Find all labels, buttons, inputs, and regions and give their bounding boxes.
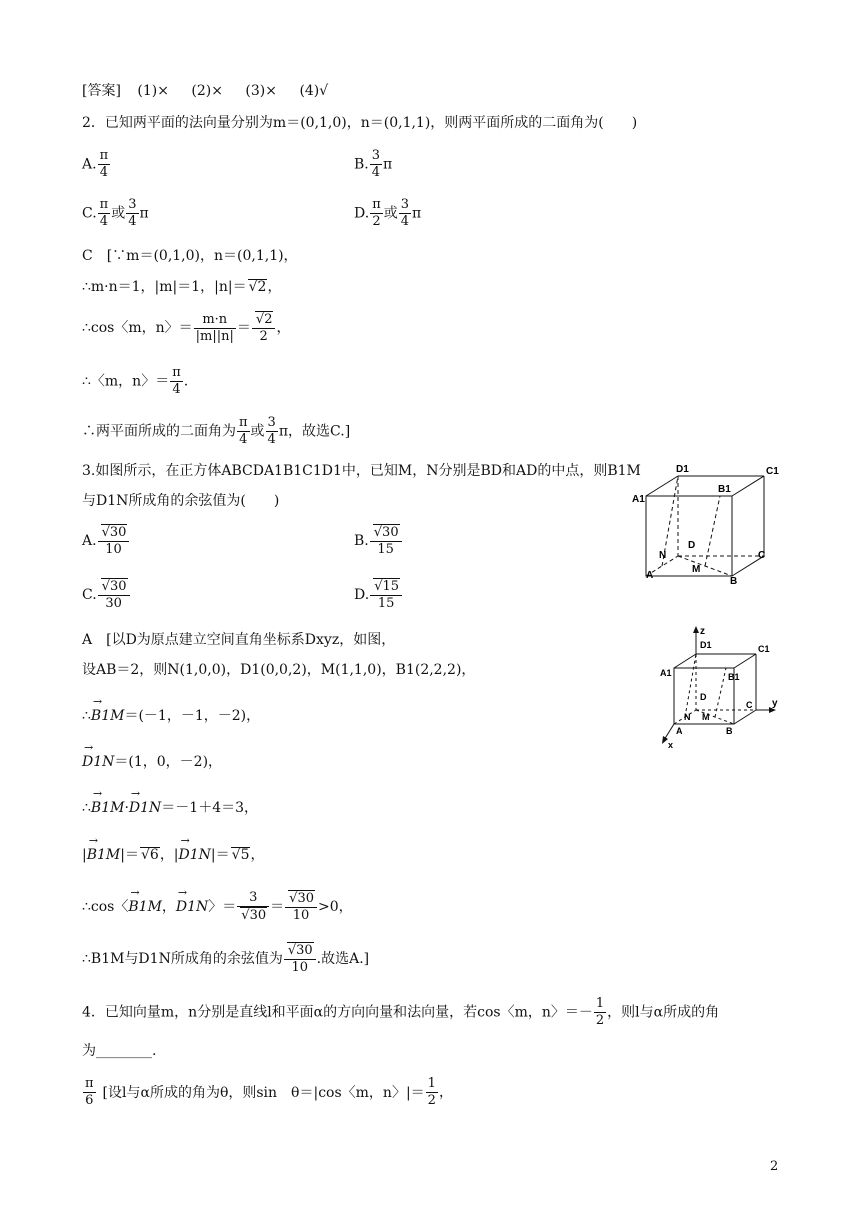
q3-solution-line4: → D1N＝(1，0，－2)， (82, 755, 222, 769)
answer-item: (2)× (191, 83, 223, 99)
cube-label: M (692, 564, 701, 575)
cube-label: C1 (766, 466, 779, 477)
page-number: 2 (770, 1159, 779, 1174)
cube-label: N (684, 712, 691, 722)
q2-option-a: A. $\frac{\pi}{4}$ (82, 148, 109, 180)
cube-figure (632, 462, 782, 586)
cube-label: D1 (700, 640, 712, 650)
q3-solution-line7: ∴cos〈→ B1M，→ D1N〉＝ 3 √ 30 ＝ √ $\frac{30}{10}$ >0， (82, 890, 353, 924)
cube-label: B (730, 576, 738, 586)
q2-option-c: C. $\frac{\pi}{4}$ 或 $\frac{3}{4}$ π (82, 197, 149, 229)
cube-label: A (646, 570, 654, 581)
cube-label: C1 (758, 644, 770, 654)
sqrt: √ 2 (248, 279, 268, 295)
q4-stem-line2: 为________. (82, 1043, 157, 1059)
cube-label: A (676, 726, 683, 736)
axis-label: x (668, 740, 674, 750)
answer-item: (4)√ (299, 83, 329, 99)
q3-solution-line2: 设AB＝2，则N(1,0,0)，D1(0,0,2)，M(1,1,0)，B1(2,2,2)， (82, 662, 476, 678)
cube-label: A1 (660, 668, 672, 678)
q3-solution-line3: ∴→ B1M＝(－1，－1，－2)， (82, 709, 260, 723)
q3-solution-line5: ∴→ B1M·→ D1N＝－1＋4＝3， (82, 801, 258, 815)
q2-solution-line3: ∴cos〈m，n〉＝ $\frac{m\cdot n}{|m||n|}$ ＝ √ $\frac{2}{2}$ ， (82, 311, 290, 345)
cube-label: C (746, 700, 753, 710)
axis-label: y (772, 698, 778, 709)
q2-option-d: D. $\frac{\pi}{2}$ 或 $\frac{3}{4}$ π (354, 197, 422, 229)
cube-label: D1 (676, 464, 689, 475)
q2-solution-line1: C [∵m＝(0,1,0)，n＝(0,1,1)， (82, 248, 298, 264)
q2-solution-line5: ∴两平面所成的二面角为 $\frac{\pi}{4}$ 或 $\frac{3}{4}$ π，故选C.] (82, 415, 351, 447)
q3-option-d: D. √ $\frac{15}{15}$ (354, 578, 403, 612)
q2-solution-line4: ∴〈m，n〉＝ $\frac{\pi}{4}$ . (82, 365, 189, 397)
q3-stem-line2: 与D1N所成角的余弦值为( ) (82, 493, 280, 509)
cube-label: C (758, 550, 766, 561)
cube-label: N (659, 550, 667, 561)
q2-option-b: B. $\frac{3}{4}$ π (354, 148, 393, 180)
answer-label: [答案] (82, 83, 121, 99)
q3-solution-line6: |→ B1M|＝√ 6，|→ D1N|＝√ 5， (82, 847, 264, 863)
cube-label: M (702, 712, 710, 722)
q2-stem: 2．已知两平面的法向量分别为m＝(0,1,0)，n＝(0,1,1)，则两平面所成的二面角为( ) (82, 115, 638, 131)
q4-solution: $\frac{\pi}{6}$ [设l与α所成的角为θ，则sin θ＝|cos〈m，n〉|＝ $\frac{1}{2}$ ， (85, 1076, 453, 1108)
cube-label: B (726, 726, 733, 736)
q3-option-b: B. √ $\frac{30}{15}$ (354, 524, 403, 558)
cube-label: B1 (718, 484, 731, 495)
axis-label: z (700, 626, 705, 637)
coordinate-cube-figure (654, 624, 784, 750)
q4-stem-line1: 4．已知向量m，n分别是直线l和平面α的方向向量和法向量，若cos〈m，n〉＝－ $\frac{1}{2}$ ，则l与α所成的角 (82, 996, 720, 1028)
cube-label: A1 (632, 494, 645, 505)
q3-solution-line1: A [以D为原点建立空间直角坐标系Dxyz，如图， (82, 632, 396, 648)
answer-row (82, 84, 328, 98)
cube-label: D (700, 692, 707, 702)
q3-option-a: A. √ $\frac{30}{10}$ (82, 524, 130, 558)
q3-stem-line1: 3.如图所示，在正方体ABCDA1B1C1D1中，已知M，N分别是BD和AD的中点，则B1M (82, 463, 641, 479)
q3-solution-line8: ∴B1M与D1N所成角的余弦值为 √ $\frac{30}{10}$ .故选A.] (82, 942, 369, 976)
q2-solution-line2: ∴m·n＝1，|m|＝1，|n|＝√ 2， (82, 279, 281, 295)
answer-item: (3)× (245, 83, 277, 99)
cube-label: D (688, 540, 696, 551)
cube-label: B1 (728, 672, 740, 682)
answer-item: (1)× (137, 83, 169, 99)
q3-option-c: C. √ $\frac{30}{30}$ (82, 578, 131, 612)
